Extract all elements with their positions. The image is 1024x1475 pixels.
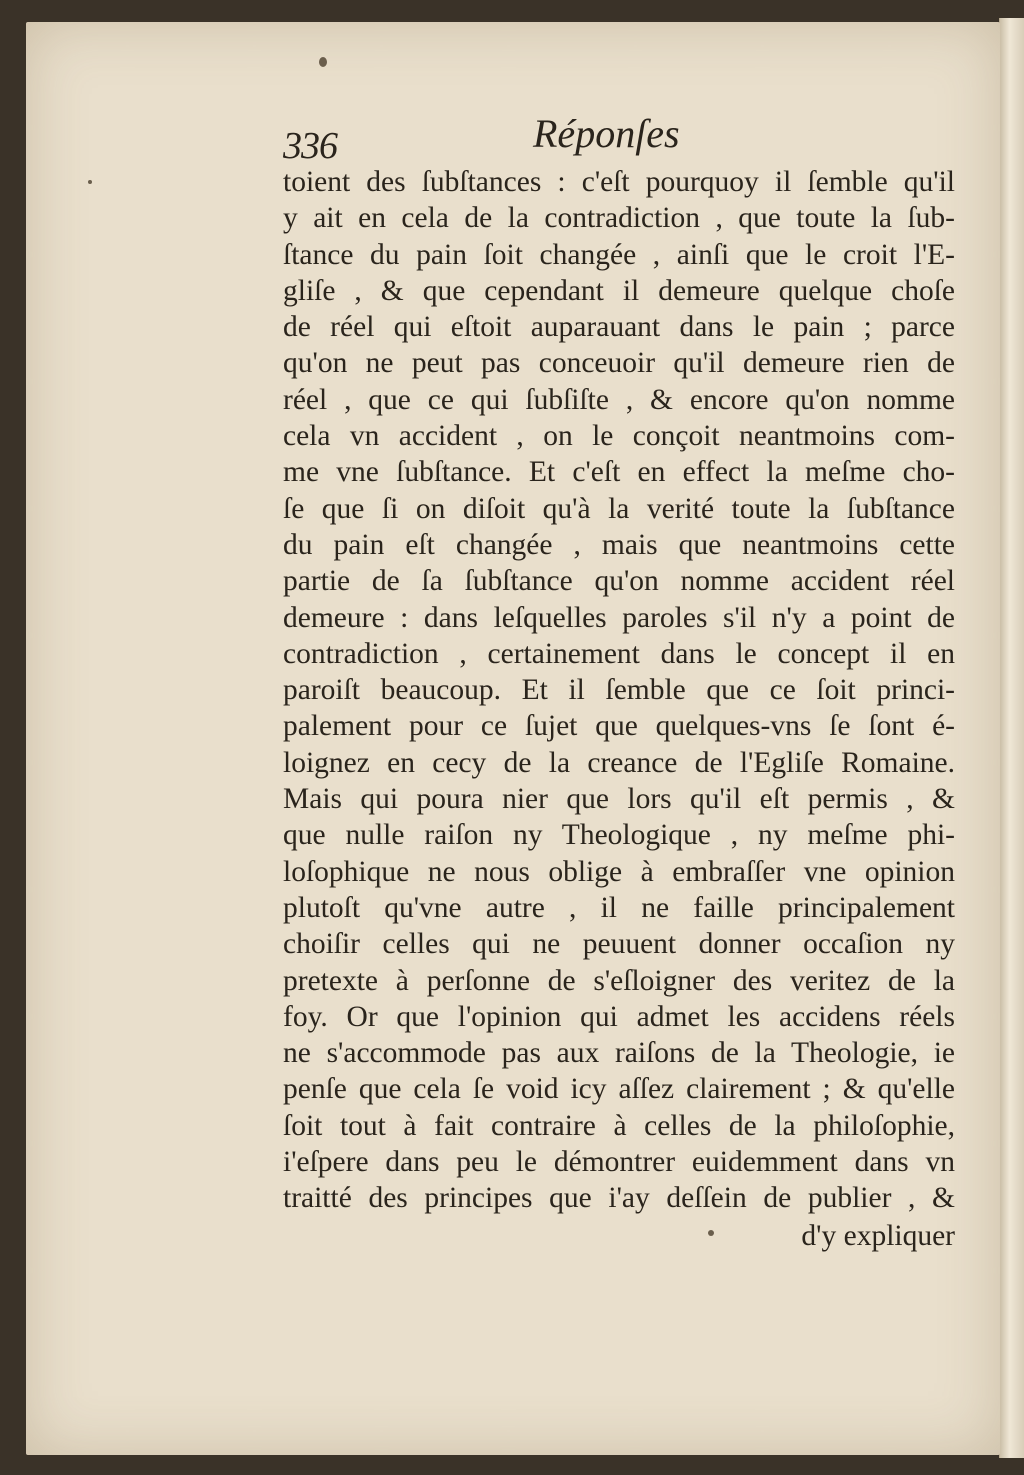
text-line: demeure : dans leſquelles paroles s'il n'y a point de <box>283 601 955 634</box>
page-number: 336 <box>283 125 337 167</box>
text-line: de réel qui eſtoit auparauant dans le pain ; parce <box>283 311 955 344</box>
ink-speck <box>708 1230 714 1236</box>
text-line: choiſir celles qui ne peuuent donner occaſion ny <box>283 928 955 961</box>
text-line: ne s'accommode pas aux raiſons de la Theologie, ie <box>283 1037 955 1070</box>
text-line: Mais qui poura nier que lors qu'il eſt permis , & <box>283 783 955 816</box>
text-line: que nulle raiſon ny Theologique , ny meſme phi- <box>283 819 955 852</box>
text-line: traitté des principes que i'ay deſſein de publier , & <box>283 1182 955 1215</box>
text-line: ſoit tout à fait contraire à celles de la philoſophie, <box>283 1109 955 1142</box>
text-line: plutoſt qu'vne autre , il ne faille principalement <box>283 891 955 924</box>
text-line: contradiction , certainement dans le concept il en <box>283 637 955 670</box>
adjacent-page-edge <box>999 18 1024 1458</box>
body-text <box>283 164 955 1217</box>
text-line: y ait en cela de la contradiction , que toute la ſub- <box>283 202 955 235</box>
text-line: partie de ſa ſubſtance qu'on nomme accident réel <box>283 565 955 598</box>
text-line: me vne ſubſtance. Et c'eſt en effect la meſme cho- <box>283 456 955 489</box>
text-line: ſtance du pain ſoit changée , ainſi que le croit l'E- <box>283 238 955 271</box>
text-line: penſe que cela ſe void icy aſſez clairement ; & qu'elle <box>283 1073 955 1106</box>
text-line: cela vn accident , on le conçoit neantmoins com- <box>283 420 955 453</box>
text-line: foy. Or que l'opinion qui admet les accidens réels <box>283 1000 955 1033</box>
catchword: d'y expliquer <box>801 1220 955 1252</box>
text-line: du pain eſt changée , mais que neantmoins cette <box>283 528 955 561</box>
text-line: loignez en cecy de la creance de l'Egliſe Romaine. <box>283 746 955 779</box>
text-line: paroiſt beaucoup. Et il ſemble que ce ſoit princi- <box>283 674 955 707</box>
page-header <box>283 108 955 167</box>
text-line: gliſe , & que cependant il demeure quelque choſe <box>283 274 955 307</box>
text-line: palement pour ce ſujet que quelques-vns ſe ſont é- <box>283 710 955 743</box>
text-line: pretexte à perſonne de s'eſloigner des veritez de la <box>283 964 955 997</box>
text-line: i'eſpere dans peu le démontrer euidemment dans vn <box>283 1146 955 1179</box>
text-line: réel , que ce qui ſubſiſte , & encore qu'on nomme <box>283 383 955 416</box>
text-line: qu'on ne peut pas conceuoir qu'il demeure rien de <box>283 347 955 380</box>
ink-speck <box>88 180 92 184</box>
text-line: loſophique ne nous oblige à embraſſer vne opinion <box>283 855 955 888</box>
text-line: toient des ſubſtances : c'eſt pourquoy il ſemble qu'il <box>283 166 955 198</box>
ink-speck <box>319 57 327 67</box>
running-head: Réponſes <box>533 111 680 156</box>
text-line: ſe que ſi on diſoit qu'à la verité toute la ſubſtance <box>283 492 955 525</box>
